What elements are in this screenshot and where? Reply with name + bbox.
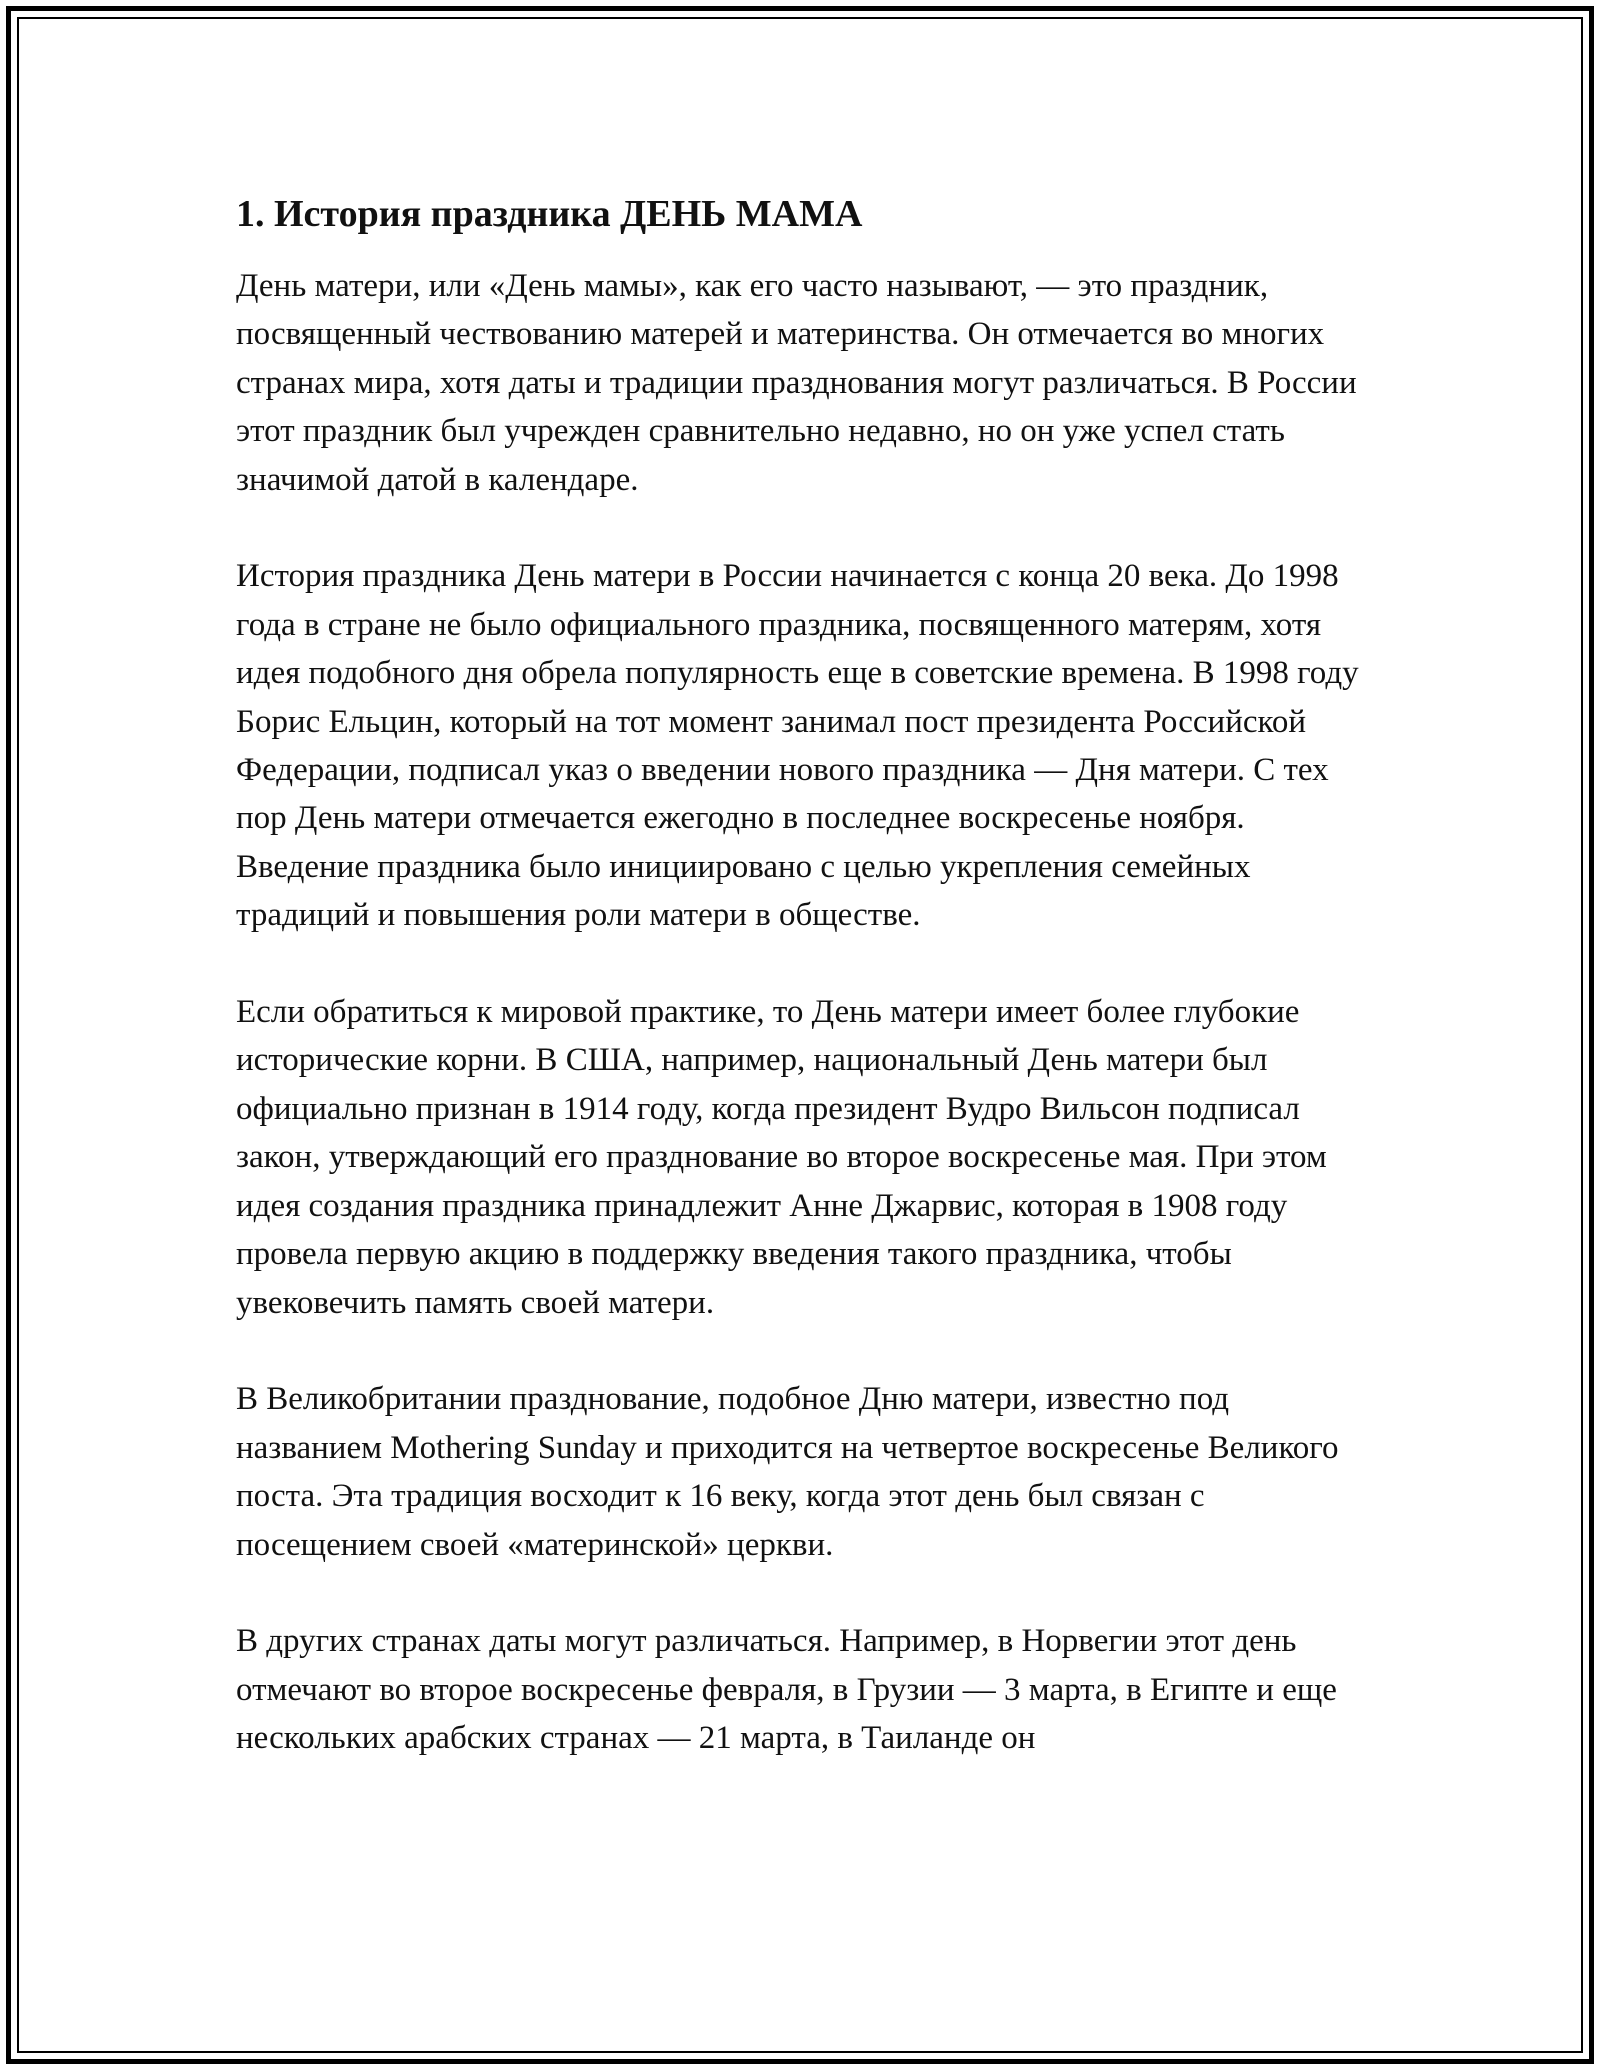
document-title: 1. История праздника ДЕНЬ МАМА [236,193,863,235]
paragraph-intro: День матери, или «День мамы», как его часто называют, — это праздник, посвященный чествованию матерей и материнства. Он отмечается во многих странах мира, хотя даты и традиции празднования могут различаться. В России этот праздник был учрежден сравнительно недавно, но он уже успел стать значимой датой в календаре. [236,268,1357,498]
document-body [236,186,1376,1811]
paragraph-russia-history: История праздника День матери в России начинается с конца 20 века. До 1998 года в стране не было официального праздника, посвященного матерям, хотя идея подобного дня обрела популярность еще в советские времена. В 1998 году Борис Ельцин, который на тот момент занимал пост президента Российской Федерации, подписал указ о введении нового праздника — Дня матери. С тех пор День матери отмечается ежегодно в последнее воскресенье ноября. Введение праздника было инициировано с целью укрепления семейных традиций и повышения роли матери в обществе. [236,558,1359,934]
paragraph-great-britain: В Великобритании празднование, подобное Дню матери, известно под названием Mothering Sunday и приходится на четвертое воскресенье Великого поста. Эта традиция восходит к 16 веку, когда этот день был связан с посещением своей «материнской» церкви. [236,1381,1339,1563]
paragraph-other-countries: В других странах даты могут различаться. Например, в Норвегии этот день отмечают во второе воскресенье февраля, в Грузии — 3 марта, в Египте и еще нескольких арабских странах — 21 марта, в Таиланде он [236,1623,1337,1757]
paragraph-world-practice: Если обратиться к мировой практике, то День матери имеет более глубокие исторические корни. В США, например, национальный День матери был официально признан в 1914 году, когда президент Вудро Вильсон подписал закон, утверждающий его празднование во второе воскресенье мая. При этом идея создания праздника принадлежит Анне Джарвис, которая в 1908 году провела первую акцию в поддержку введения такого праздника, чтобы увековечить память своей матери. [236,994,1327,1321]
